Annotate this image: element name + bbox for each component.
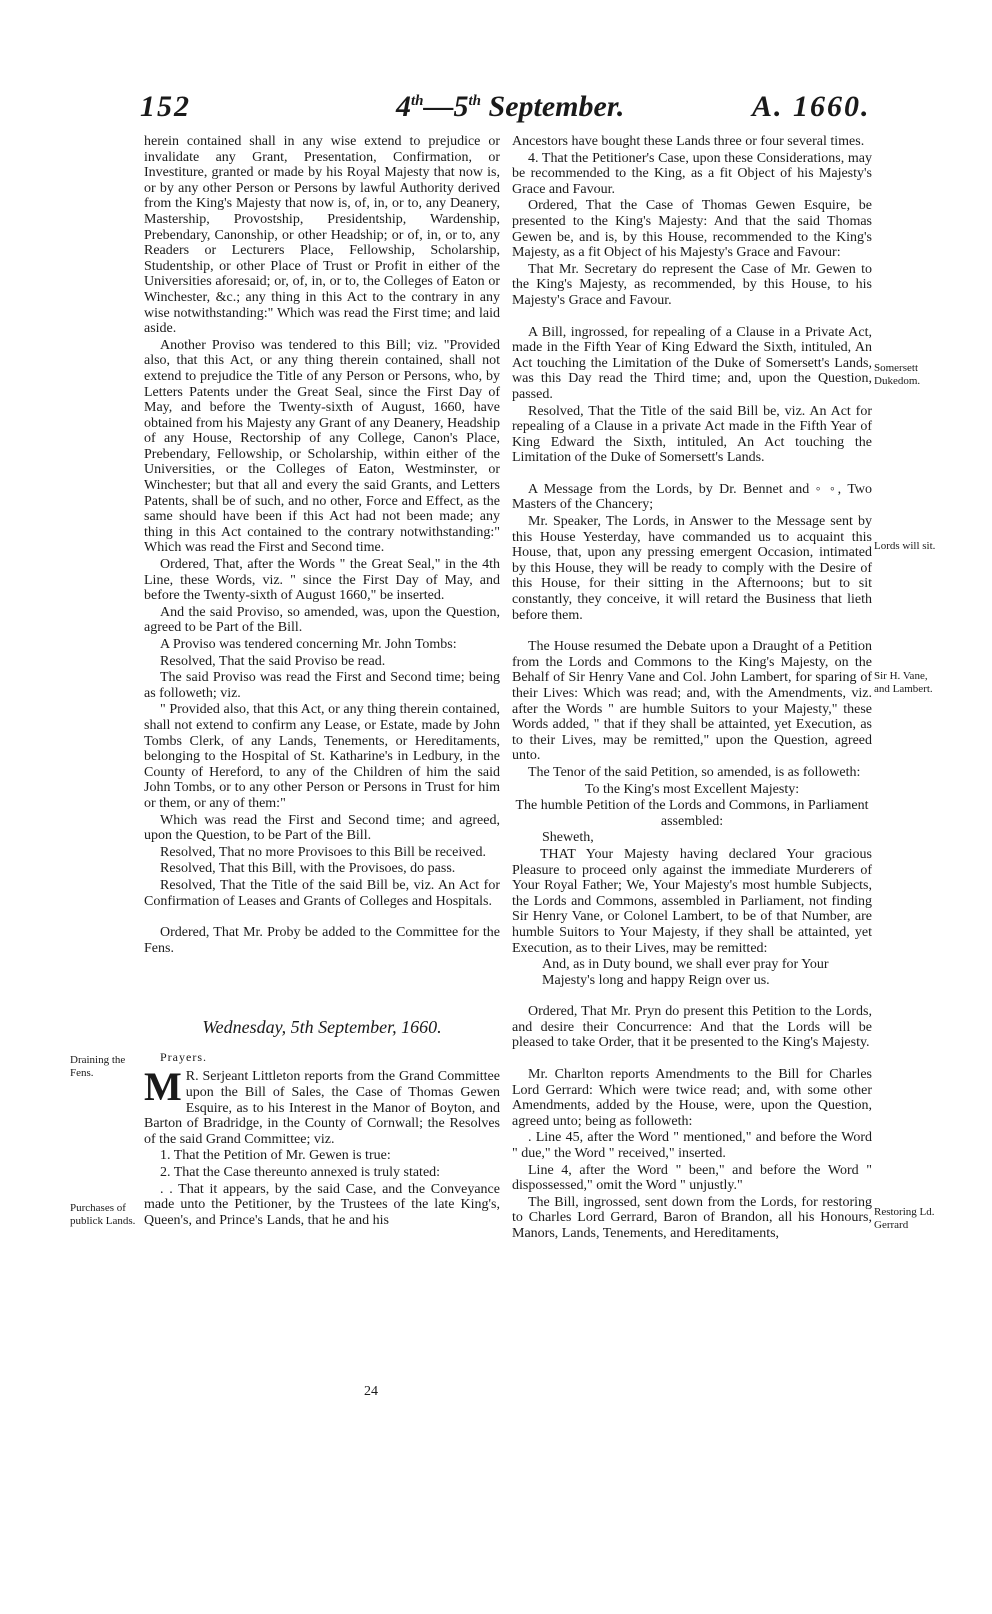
paragraph: The said Proviso was read the First and Second time; being as followeth; viz. [144,670,500,701]
paragraph: THAT Your Majesty having declared Your gracious Pleasure to proceed only against the immediate Murderers of Your Royal Father; We, Your Majesty's most humble Subjects, the Lords and Commons, assembled in Parliament, not finding Sir Henry Vane, or Colonel Lambert, to be of that Number, are humble Suitors to Your Majesty, if they shall be attainted, yet Execution, as to their Lives, may be remitted: [512,846,872,956]
paragraph: And the said Proviso, so amended, was, upon the Question, agreed to be Part of the Bill. [144,604,500,636]
page-number: 152 [140,90,191,123]
paragraph: Resolved, That the Title of the said Bill be, viz. An Act for Confirmation of Leases and Grants of Colleges and Hospitals. [144,877,500,909]
paragraph: Resolved, That the said Proviso be read. [160,653,386,669]
paragraph: Resolved, That no more Provisoes to this Bill be received. [160,844,486,860]
paragraph: Mr. Charlton reports Amendments to the Bill for Charles Lord Gerrard: Which were twice read; and, with some other Amendments, added by the House, were, upon the Question, agreed unto; being as followeth: [512,1067,872,1129]
paragraph: Mr. Speaker, The Lords, in Answer to the Message sent by this House Yesterday, have commanded us to acquaint this House, that, upon any pressing emergent Occasion, intimated by this House, they will be ready to comply with the Desire of this House, for their sitting in the Afternoons; but to sit constantly, they conceive, it will retard the Business that lieth before them. [512,514,872,623]
paragraph: Resolved, That this Bill, with the Provisoes, do pass. [160,861,456,877]
signature-mark: 24 [364,1384,378,1399]
paragraph: Ordered, That the Case of Thomas Gewen Esquire, be presented to the King's Majesty: And that the said Thomas Gewen be, and is, by this House, recommended to the King's Majesty, as a fit Object of his Majesty's Grace and Favour: [512,198,872,261]
paragraph: A Proviso was tendered concerning Mr. John Tombs: [160,637,457,652]
page-header [0,90,992,130]
paragraph: That Mr. Secretary do represent the Case of Mr. Gewen to the King's Majesty, as recommended, by this House, to his Majesty's Grace and Favour. [512,261,872,308]
right-column [512,134,872,1243]
paragraph: Another Proviso was tendered to this Bill; viz. "Provided also, that this Act, or any thing therein contained, shall not extend to prejudice the Title of any Person or Persons, who, by Letters Patents under the Great Seal, since the First Day of May, and before the Twenty-sixth of August, 1660, have obtained from his Majesty any Grant of any Deanery, Headship of any House, Rectorship of any College, Canon's Place, Prebendary, Fellowship, or Scholarship, within either of the Universities, or the Colleges of Eaton, Westminster, or Winchester; but that all and every the said Grants, and Letters Patents, shall be of such, and no other, Force and Effect, as the same should have been if this Act had not been made; any thing in this Act contained to the contrary notwithstanding:" Which was read the First and Second time. [144,337,500,556]
drop-cap: M [144,1064,182,1110]
paragraph: The Tenor of the said Petition, so amended, is as followeth: [528,764,861,780]
paragraph: herein contained shall in any wise extend to prejudice or invalidate any Grant, Presentation, Confirmation, or Investiture, granted or made by his Royal Majesty that now is, or by any other Person or Persons by lawful Authority derived from the King's Majesty that now is, of, in, or to, any Deanery, Mastership, Provostship, Presidentship, Wardenship, Prebendary, Canonship, or other Headship; or of, in, or to, any Readers or Lecturers Place, Fellowship, Scholarship, Studentship, or other Place of Trust or Profit in either of the Universities aforesaid; or, of, in, or to, the Colleges of Eaton or Winchester, &c.; any thing in this Act to the contrary in any wise notwithstanding:" Which was read the First time; and laid aside. [144,134,500,337]
paragraph: The Bill, ingrossed, sent down from the Lords, for restoring to Charles Lord Gerrard, Baron of Brandon, all his Honours, Manors, Lands, Tenements, and Hereditaments, [512,1194,872,1241]
paragraph: Ancestors have bought these Lands three or four several times. [512,134,865,149]
paragraph: Which was read the First and Second time; and agreed, upon the Question, to be Part of the Bill. [144,812,500,844]
paragraph: Line 4, after the Word " been," and before the Word " dispossessed," omit the Word " unjustly." [512,1162,872,1194]
margin-note-gerrard: Restoring Ld. Gerrard [874,1206,935,1231]
paragraph: And, as in Duty bound, we shall ever pray for Your Majesty's long and happy Reign over us. [542,957,829,988]
paragraph: 2. That the Case thereunto annexed is truly stated: [160,1165,441,1181]
paragraph: 1. That the Petition of Mr. Gewen is true: [160,1148,391,1164]
left-column [144,134,500,1229]
margin-note-vane: Sir H. Vane, and Lambert. [874,670,933,695]
paragraph: . Line 45, after the Word " mentioned," and before the Word " due," the Word " received," inserted. [512,1130,872,1162]
margin-note-draining: Draining the Fens. [70,1054,126,1079]
paragraph: Resolved, That the Title of the said Bill be, viz. An Act for repealing of a Clause in a private Act made in the Fifth Year of King Edward the Sixth, intituled, An Act touching the Limitation of the Duke of Somersett's Lands. [512,403,872,466]
paragraph: " Provided also, that this Act, or any thing therein contained, shall not extend to confirm any Lease, or Estate, made by John Tombs Clerk, of any Lands, Tenements, or Hereditaments, belonging to the Hospital of St. Katharine's in Ledbury, in the County of Hereford, to any of the Children of him the said John Tombs, or to any other Person or Persons in Trust for him or them, or any of them:" [144,702,500,811]
paragraph: . . That it appears, by the said Case, and the Conveyance made unto the Petitioner, by the Trustees of the late King's, Queen's, and Prince's Lands, that he and his [144,1181,500,1228]
paragraph: A Bill, ingrossed, for repealing of a Clause in a Private Act, made in the Fifth Year of King Edward the Sixth, intituled, An Act touching the Limitation of the Duke of Somersett's Lands, was this Day read the Third time; and, upon the Question, passed. [512,324,872,402]
paragraph: M R. Serjeant Littleton reports from the Grand Committee upon the Bill of Sales, the Case of Thomas Gewen Esquire, as to his Interest in the Manor of Boyton, and Barton of Bradridge, in the County of Cornwall; the Resolves of the said Grand Committee; viz. [144,1064,500,1147]
paragraph: Ordered, That Mr. Pryn do present this Petition to the Lords, and desire their Concurrence: And that the Lords will be pleased to take Order, that it be presented to the King's Majesty. [512,1004,872,1051]
paragraph: Ordered, That, after the Words " the Great Seal," in the 4th Line, these Words, viz. " since the First Day of May, and before the Twenty-sixth of August 1660," be inserted. [144,557,500,604]
margin-note-somersett: Somersett Dukedom. [874,362,921,387]
paragraph: Ordered, That Mr. Proby be added to the Committee for the Fens. [144,925,500,956]
date-heading: Wednesday, 5th September, 1660. [202,1017,442,1038]
margin-note-lords-sit: Lords will sit. [874,540,936,552]
petition-title: The humble Petition of the Lords and Commons, in Parliament assembled: [515,798,869,829]
prayers-heading: Prayers. [160,1049,207,1064]
paragraph: 4. That the Petitioner's Case, upon these Considerations, may be recommended to the King, as a fit Object of his Majesty's Grace and Favour. [512,150,872,197]
petition-address: To the King's most Excellent Majesty: [584,781,800,797]
page-year: A. 1660. [752,90,871,123]
margin-note-purchases: Purchases of publick Lands. [70,1202,136,1227]
paragraph: The House resumed the Debate upon a Draught of a Petition from the Lords and Commons to the King's Majesty, on the Behalf of Sir Henry Vane and Col. John Lambert, for sparing of their Lives: Which was read; and, with the Amendments, viz. after the Words " are humble Suitors to your Majesty," these Words added, " that if they shall be attainted, yet Execution, as to their Lives, may be remitted," upon the Question, agreed unto. [512,639,872,764]
page-date-title: 4th—5th September. [396,90,625,123]
sheweth: Sheweth, [542,830,594,846]
paragraph: A Message from the Lords, by Dr. Bennet and ◦ ◦, Two Masters of the Chancery; [512,481,872,513]
